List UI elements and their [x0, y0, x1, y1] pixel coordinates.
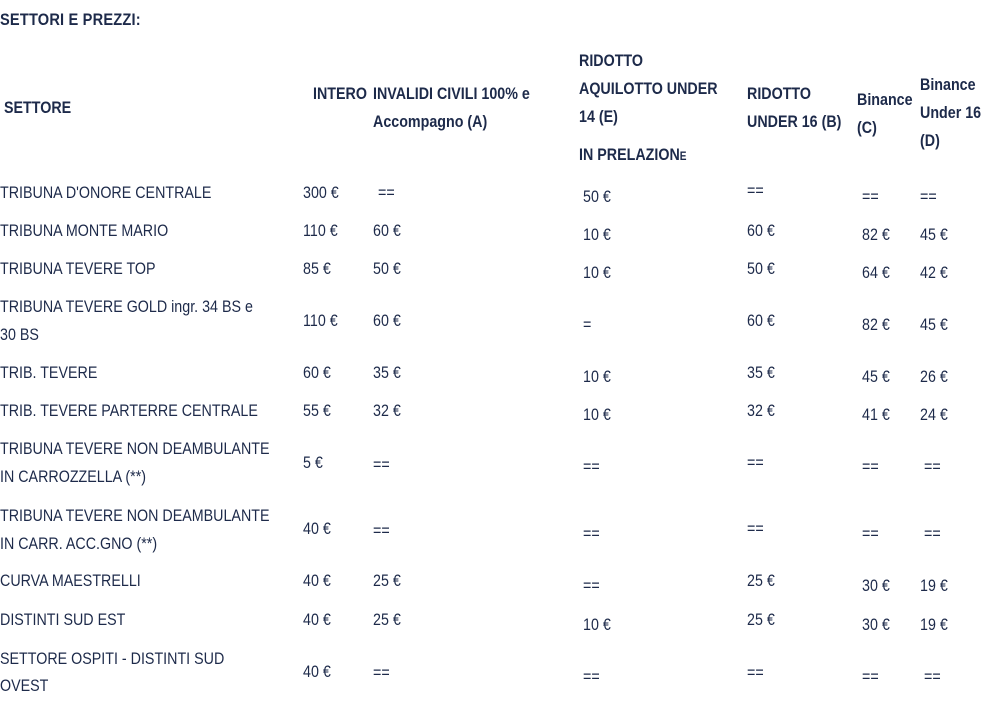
price-binance: 45 € — [862, 367, 890, 386]
price-under16: 50 € — [747, 259, 775, 278]
price-under16: == — [747, 453, 764, 472]
header-under16-line2: UNDER 16 (B) — [747, 112, 842, 131]
settore-name: TRIBUNA TEVERE NON DEAMBULANTE — [0, 506, 270, 525]
header-binance16-line2: Under 16 — [920, 103, 982, 122]
price-aquilotto: == — [583, 524, 600, 543]
price-aquilotto: 50 € — [583, 187, 611, 206]
header-binance-line2: (C) — [857, 118, 877, 137]
header-binance16-line3: (D) — [920, 131, 940, 150]
price-aquilotto: 10 € — [583, 263, 611, 282]
price-binance: 30 € — [862, 576, 890, 595]
price-binance16: 19 € — [920, 576, 948, 595]
settore-name: TRIB. TEVERE — [0, 363, 98, 382]
price-binance: 41 € — [862, 405, 890, 424]
price-binance16: 24 € — [920, 405, 948, 424]
price-binance: 82 € — [862, 225, 890, 244]
price-intero: 300 € — [303, 183, 339, 202]
price-intero: 60 € — [303, 363, 331, 382]
price-binance: == — [862, 187, 879, 206]
price-binance16: 42 € — [920, 263, 948, 282]
price-invalidi: 25 € — [373, 610, 401, 629]
price-aquilotto: == — [583, 457, 600, 476]
price-binance: 82 € — [862, 315, 890, 334]
price-binance: == — [862, 667, 879, 686]
price-invalidi: 50 € — [373, 259, 401, 278]
price-under16: 60 € — [747, 221, 775, 240]
header-settore: SETTORE — [4, 98, 72, 117]
price-binance: == — [862, 524, 879, 543]
price-under16: == — [747, 663, 764, 682]
price-binance16: 26 € — [920, 367, 948, 386]
price-under16: == — [747, 181, 764, 200]
settore-name: TRIBUNA D'ONORE CENTRALE — [0, 183, 212, 202]
header-intero: INTERO — [313, 84, 367, 103]
settore-name: SETTORE OSPITI - DISTINTI SUD — [0, 649, 225, 668]
settore-name-line2: IN CARR. ACC.GNO (**) — [0, 534, 158, 553]
price-invalidi: == — [378, 183, 395, 202]
header-prelazione-suffix: E — [679, 149, 687, 163]
price-intero: 55 € — [303, 401, 331, 420]
price-binance: == — [862, 457, 879, 476]
price-binance16: 45 € — [920, 315, 948, 334]
price-invalidi: == — [373, 521, 390, 540]
price-binance: 30 € — [862, 615, 890, 634]
settore-name: TRIBUNA MONTE MARIO — [0, 221, 169, 240]
price-invalidi: 25 € — [373, 571, 401, 590]
settore-name: TRIBUNA TEVERE NON DEAMBULANTE — [0, 439, 270, 458]
settore-name-line2: IN CARROZZELLA (**) — [0, 467, 147, 486]
header-under16-line1: RIDOTTO — [747, 84, 811, 103]
header-aquilotto-line1: RIDOTTO — [579, 51, 643, 70]
price-binance16: == — [924, 457, 941, 476]
header-binance16-line1: Binance — [920, 75, 976, 94]
price-under16: 32 € — [747, 401, 775, 420]
price-aquilotto: == — [583, 576, 600, 595]
price-aquilotto: == — [583, 667, 600, 686]
price-intero: 110 € — [303, 221, 338, 240]
header-aquilotto-line3: 14 (E) — [579, 107, 618, 126]
settore-name: TRIBUNA TEVERE TOP — [0, 259, 156, 278]
header-prelazione-text: IN PRELAZION — [579, 145, 680, 164]
header-invalidi-line1: INVALIDI CIVILI 100% e — [373, 84, 530, 103]
price-binance16: == — [920, 187, 937, 206]
price-invalidi: 32 € — [373, 401, 401, 420]
price-under16: 25 € — [747, 571, 775, 590]
price-under16: 35 € — [747, 363, 775, 382]
price-under16: 60 € — [747, 311, 775, 330]
page-title: SETTORI E PREZZI: — [0, 10, 141, 29]
price-intero: 40 € — [303, 662, 331, 681]
price-binance: 64 € — [862, 263, 890, 282]
header-prelazione — [579, 141, 686, 170]
price-aquilotto: 10 € — [583, 367, 611, 386]
price-aquilotto: 10 € — [583, 405, 611, 424]
header-invalidi-line2: Accompagno (A) — [373, 112, 488, 131]
price-under16: 25 € — [747, 610, 775, 629]
price-binance16: 45 € — [920, 225, 948, 244]
price-aquilotto: 10 € — [583, 615, 611, 634]
price-intero: 40 € — [303, 571, 331, 590]
settore-name: DISTINTI SUD EST — [0, 610, 126, 629]
price-aquilotto: 10 € — [583, 225, 611, 244]
price-intero: 5 € — [303, 453, 323, 472]
price-intero: 40 € — [303, 610, 331, 629]
price-aquilotto: = — [583, 315, 592, 334]
price-intero: 110 € — [303, 311, 338, 330]
settore-name: TRIB. TEVERE PARTERRE CENTRALE — [0, 401, 258, 420]
price-under16: == — [747, 519, 764, 538]
price-invalidi: 35 € — [373, 363, 401, 382]
price-invalidi: == — [373, 455, 390, 474]
price-intero: 85 € — [303, 259, 331, 278]
price-binance16: == — [924, 667, 941, 686]
header-aquilotto-line2: AQUILOTTO UNDER — [579, 79, 718, 98]
settore-name: CURVA MAESTRELLI — [0, 571, 141, 590]
price-invalidi: == — [373, 663, 390, 682]
price-invalidi: 60 € — [373, 221, 401, 240]
settore-name-line2: 30 BS — [0, 325, 39, 344]
settore-name-line2: OVEST — [0, 676, 49, 695]
price-invalidi: 60 € — [373, 311, 401, 330]
price-binance16: 19 € — [920, 615, 948, 634]
price-intero: 40 € — [303, 519, 331, 538]
settore-name: TRIBUNA TEVERE GOLD ingr. 34 BS e — [0, 297, 253, 316]
price-binance16: == — [924, 524, 941, 543]
header-binance-line1: Binance — [857, 90, 913, 109]
